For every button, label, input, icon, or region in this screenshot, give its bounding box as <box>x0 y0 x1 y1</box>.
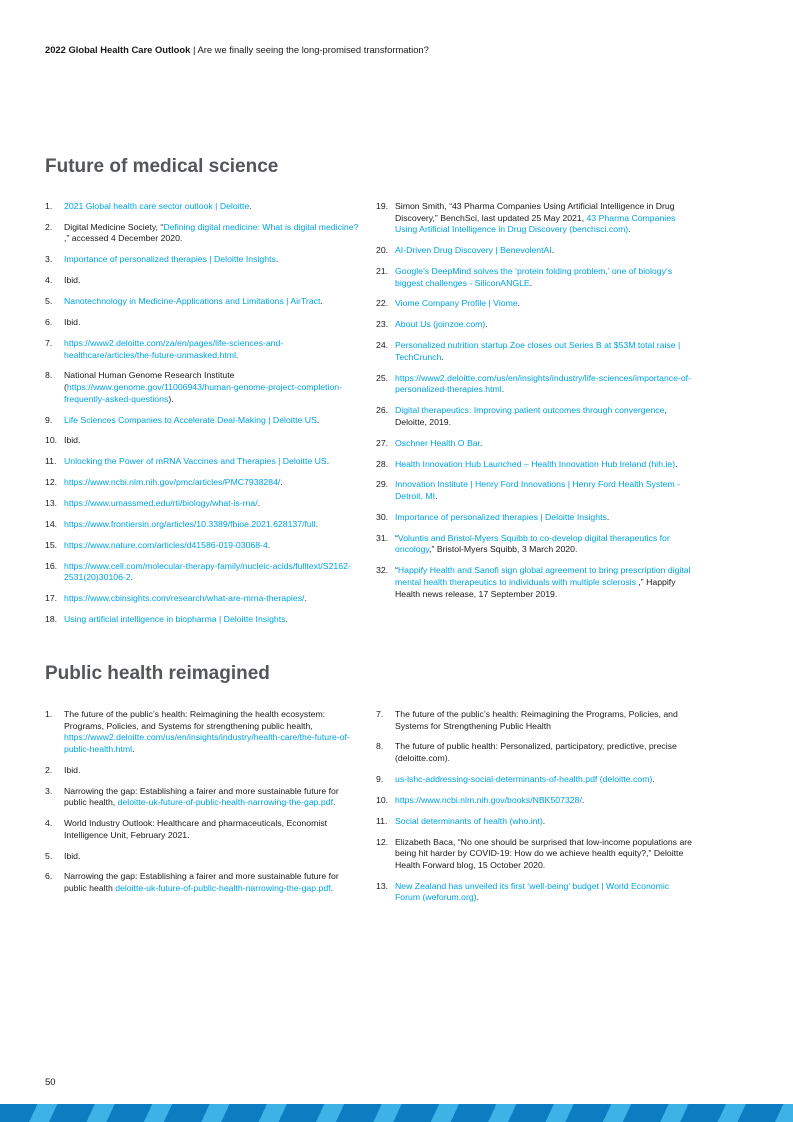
endnote-text <box>395 298 520 308</box>
endnote-item <box>376 459 694 471</box>
endnote-item <box>376 512 694 524</box>
endnote-text <box>395 245 554 255</box>
endnote-item <box>376 816 694 828</box>
endnote-link[interactable]: us-lshc-addressing-social-determinants-of-health.pdf (deloitte.com) <box>395 773 653 784</box>
endnote-text <box>395 533 670 555</box>
endnote-link[interactable]: About Us (joinzoe.com) <box>395 319 486 330</box>
endnote-text <box>395 319 488 329</box>
endnote-link[interactable]: New Zealand has unveiled its first ‘well-being’ budget | World Economic Forum (weforum.org) <box>395 880 670 903</box>
endnote-text-run: Ibid. <box>64 850 81 861</box>
endnote-number: 1. <box>45 201 53 211</box>
endnote-item <box>45 275 363 287</box>
endnote-text-run: . <box>581 794 585 805</box>
endnote-text-run: . <box>476 892 480 903</box>
endnote-text <box>64 477 283 487</box>
endnote-text-run: ,” Happify Health news release, 17 September 2019. <box>395 576 676 599</box>
endnote-number: 23. <box>376 319 389 330</box>
section-title-future-of-medical-science: Future of medical science <box>45 156 279 177</box>
endnote-text-run: . <box>675 458 678 469</box>
endnote-link[interactable]: Innovation Institute | Henry Ford Innovations | Henry Ford Health System - Detroit, MI <box>395 479 681 502</box>
endnote-text-run: Ibid. <box>64 435 81 446</box>
endnote-link[interactable]: https://www2.deloitte.com/us/en/insights/industry/health-care/the-future-of-public-health.html <box>64 732 350 754</box>
endnote-link[interactable]: https://www.cbinsights.com/research/what-are-mrna-therapies/ <box>64 593 305 604</box>
endnote-number: 9. <box>376 773 384 784</box>
endnote-text <box>64 338 283 360</box>
endnote-item <box>45 818 363 841</box>
endnote-number: 27. <box>376 437 389 448</box>
endnote-text <box>395 405 667 427</box>
endnote-link[interactable]: https://www.ncbi.nlm.nih.gov/books/NBK507328/ <box>395 794 582 805</box>
endnote-link[interactable]: 2021 Global health care sector outlook | Deloitte <box>64 201 250 211</box>
endnote-text-run: “ <box>395 532 398 543</box>
endnote-number: 8. <box>376 741 384 752</box>
endnote-text-run: . <box>333 797 336 808</box>
endnote-number: 17. <box>45 593 58 604</box>
endnote-number: 26. <box>376 405 389 416</box>
endnote-item <box>45 593 363 605</box>
endnote-text <box>64 519 318 529</box>
endnote-text <box>64 254 278 264</box>
endnote-text-run: The future of the public’s health: Reimagining the Programs, Policies, and Systems for Strengthening Public Health <box>395 709 678 731</box>
endnote-text <box>395 479 680 501</box>
endnote-item <box>376 795 694 807</box>
endnote-item <box>45 765 363 777</box>
endnote-item <box>376 709 694 732</box>
endnote-text <box>395 438 482 448</box>
endnote-item <box>376 266 694 289</box>
endnote-text <box>64 435 80 445</box>
endnote-link[interactable]: Social determinants of health (who.int) <box>395 815 543 826</box>
endnote-link[interactable]: https://www.cell.com/molecular-therapy-family/nucleic-acids/fulltext/S2162-2531(20)30106-2 <box>64 560 351 583</box>
endnote-item <box>45 456 363 468</box>
endnote-link[interactable]: AI-Driven Drug Discovery | BenevolentAI <box>395 245 552 256</box>
notes-column <box>376 709 694 913</box>
endnote-link[interactable]: Health Innovation Hub Launched – Health Innovation Hub Ireland (hih.ie) <box>395 458 676 469</box>
endnote-number: 12. <box>45 477 58 488</box>
endnote-text-run: The future of public health: Personalized, participatory, predictive, precise (deloitte.com). <box>395 741 677 764</box>
endnote-text-run: . <box>542 815 546 826</box>
endnote-link[interactable]: https://www2.deloitte.com/us/en/insights/industry/life-sciences/importance-of-personalized-therapies.html <box>395 372 691 395</box>
endnote-number: 2. <box>45 221 53 232</box>
endnote-item <box>45 561 363 584</box>
endnote-item <box>45 415 363 427</box>
endnote-item <box>376 565 694 600</box>
endnote-number: 11. <box>45 456 57 467</box>
endnote-text-run: Elizabeth Baca, “No one should be surprised that low-income populations are being hit harder by COVID-19: How do we achieve health equity?,” Deloitte Health Forward blog, 15 October 2020. <box>395 836 692 870</box>
endnote-item <box>376 741 694 764</box>
report-title: 2022 Global Health Care Outlook <box>45 44 191 55</box>
endnote-item <box>45 709 363 755</box>
endnote-text <box>64 456 329 466</box>
endnote-item <box>376 405 694 428</box>
endnote-text-run: “ <box>395 565 398 576</box>
endnote-number: 10. <box>45 435 58 446</box>
endnote-link[interactable]: Nanotechnology in Medicine-Applications and Limitations | AirTract <box>64 296 321 307</box>
endnote-text <box>395 709 678 731</box>
endnote-text-run: , Deloitte, 2019. <box>395 405 667 427</box>
endnote-link[interactable]: https://www2.deloitte.com/za/en/pages/life-sciences-and-healthcare/articles/the-future-unmasked.html <box>64 337 284 360</box>
endnote-number: 30. <box>376 511 389 522</box>
footer-stripe-band <box>0 1104 793 1122</box>
notes-column <box>45 201 363 635</box>
endnote-number: 3. <box>45 254 53 265</box>
endnote-text <box>395 340 680 362</box>
endnote-text-run: . <box>257 498 261 509</box>
endnote-number: 32. <box>376 565 389 576</box>
endnote-item <box>376 533 694 556</box>
endnote-link[interactable]: Importance of personalized therapies | Deloitte Insights <box>395 511 607 522</box>
endnote-text-run: . <box>435 491 438 502</box>
endnote-text <box>395 774 655 784</box>
endnote-text <box>395 565 691 598</box>
endnote-text-run: . <box>320 296 323 307</box>
endnote-text-run: . <box>249 201 252 211</box>
endnote-text <box>395 201 675 234</box>
endnote-item <box>45 519 363 531</box>
endnote-text-run: . <box>529 277 533 288</box>
endnote-item <box>376 774 694 786</box>
endnote-item <box>376 438 694 450</box>
endnote-item <box>45 222 363 245</box>
running-header <box>45 44 429 55</box>
endnote-text <box>64 765 80 775</box>
endnote-text-run: . <box>485 319 488 330</box>
endnote-text <box>64 786 339 808</box>
endnote-number: 24. <box>376 340 389 351</box>
endnote-item <box>376 881 694 904</box>
endnote-text-run: . <box>326 456 330 467</box>
endnote-text-run: . <box>315 518 319 529</box>
endnote-text <box>64 871 339 893</box>
endnote-number: 7. <box>45 337 53 348</box>
endnote-number: 5. <box>45 850 53 861</box>
endnote-item <box>45 540 363 552</box>
endnote-text <box>64 540 270 550</box>
endnote-text <box>64 415 319 425</box>
endnote-text-run: . <box>304 593 307 604</box>
endnote-link[interactable]: Happify Health and Sanofi sign global agreement to bring prescription digital mental health therapeutics to individuals with multiple sclerosis <box>395 565 691 587</box>
endnote-item <box>45 498 363 510</box>
endnote-link[interactable]: Google’s DeepMind solves the ‘protein folding problem,’ one of biology’s biggest challenges - SiliconANGLE <box>395 265 673 288</box>
endnote-link[interactable]: Personalized nutrition startup Zoe closes out Series B at $53M total raise | TechCrunch <box>395 340 681 362</box>
endnote-text <box>395 741 677 763</box>
notes-column <box>376 201 694 609</box>
endnote-text-run: . <box>517 298 521 309</box>
endnote-text <box>64 498 260 508</box>
endnote-text-run: . <box>652 773 655 784</box>
endnote-text-run: . <box>130 572 134 583</box>
endnote-link[interactable]: Defining digital medicine: What is digital medicine? <box>163 221 359 232</box>
endnote-item <box>376 837 694 872</box>
endnote-text-run: The future of the public’s health: Reimagining the health ecosystem: Programs, Policies, and Systems for strengthening public health, <box>64 709 326 731</box>
endnote-text-run: . <box>235 349 239 360</box>
endnote-number: 7. <box>376 709 384 719</box>
endnote-text <box>64 709 350 754</box>
endnote-link[interactable]: https://www.ncbi.nlm.nih.gov/pmc/articles/PMC7938284/ <box>64 477 281 488</box>
endnote-link[interactable]: https://www.nature.com/articles/d41586-019-03068-4 <box>64 539 268 550</box>
endnote-text-run: . <box>628 224 631 235</box>
endnote-number: 19. <box>376 201 389 211</box>
endnote-link[interactable]: Unlocking the Power of mRNA Vaccines and Therapies | Deloitte US <box>64 456 327 467</box>
endnote-number: 21. <box>376 265 389 276</box>
endnote-text <box>64 851 80 861</box>
endnote-number: 1. <box>45 709 53 719</box>
endnote-number: 4. <box>45 275 53 286</box>
endnote-text-run: . <box>330 883 333 894</box>
endnote-text-run: Narrowing the gap: Establishing a fairer and more sustainable future for public health, <box>64 785 339 808</box>
page-number: 50 <box>45 1077 56 1088</box>
endnote-text-run: . <box>479 437 483 448</box>
endnote-item <box>45 435 363 447</box>
endnote-number: 18. <box>45 614 58 625</box>
endnote-text-run: . <box>280 477 283 488</box>
endnote-text <box>64 561 351 583</box>
endnote-number: 9. <box>45 414 53 425</box>
endnote-item <box>376 245 694 257</box>
endnote-text-run: National Human Genome Research Institute ( <box>64 370 235 393</box>
endnote-number: 6. <box>45 317 53 328</box>
endnote-text <box>395 816 545 826</box>
endnote-link[interactable]: Viome Company Profile | Viome <box>395 298 518 309</box>
endnote-text <box>64 317 80 327</box>
endnote-text <box>64 370 342 403</box>
endnote-text <box>395 512 609 522</box>
endnote-text-run: Simon Smith, “43 Pharma Companies Using Artificial Intelligence in Drug Discovery,” BenchSci, last updated 25 May 2021, <box>395 201 675 223</box>
endnote-item <box>45 201 363 213</box>
endnote-item <box>376 340 694 363</box>
endnote-item <box>376 201 694 236</box>
endnote-number: 14. <box>45 518 58 529</box>
endnote-text-run: . <box>267 539 271 550</box>
endnote-number: 13. <box>376 880 389 891</box>
endnote-number: 20. <box>376 245 389 256</box>
endnote-number: 25. <box>376 372 389 383</box>
endnote-text-run: Ibid. <box>64 275 81 286</box>
endnote-link[interactable]: deloitte-uk-future-of-public-health-narrowing-the-gap.pdf <box>117 797 333 808</box>
endnote-link[interactable]: Digital therapeutics: Improving patient outcomes through convergence <box>395 405 665 416</box>
endnote-text-run: . <box>316 414 320 425</box>
endnote-text <box>395 459 678 469</box>
endnote-text <box>395 266 672 288</box>
endnote-item <box>45 317 363 329</box>
endnote-text-run: Digital Medicine Society, “ <box>64 221 164 232</box>
endnote-link[interactable]: Oschner Health O Bar <box>395 437 480 448</box>
endnote-item <box>45 254 363 266</box>
endnote-number: 13. <box>45 498 58 509</box>
endnote-number: 4. <box>45 818 53 829</box>
endnote-link[interactable]: Voluntis and Bristol-Myers Squibb to co-develop digital therapeutics for oncology <box>395 532 670 555</box>
endnote-number: 22. <box>376 298 389 309</box>
endnote-text-run: . <box>132 743 135 754</box>
endnote-number: 5. <box>45 296 53 307</box>
endnote-number: 8. <box>45 370 53 381</box>
endnote-text <box>395 837 692 870</box>
endnote-text-run: ). <box>168 393 174 404</box>
endnote-number: 12. <box>376 836 389 847</box>
endnote-link[interactable]: Using artificial intelligence in biopharma | Deloitte Insights <box>64 614 286 625</box>
endnote-number: 15. <box>45 539 58 550</box>
notes-column <box>45 709 363 904</box>
endnote-item <box>45 296 363 308</box>
endnote-item <box>45 477 363 489</box>
endnote-item <box>45 871 363 894</box>
endnote-item <box>376 479 694 502</box>
endnote-item <box>376 319 694 331</box>
endnote-number: 11. <box>376 815 388 826</box>
endnote-text-run: Narrowing the gap: Establishing a fairer and more sustainable future for public health <box>64 871 339 894</box>
endnote-text-run: . <box>501 384 505 395</box>
endnote-text-run: . <box>441 351 444 362</box>
endnote-number: 28. <box>376 458 389 469</box>
endnote-item <box>376 373 694 396</box>
endnote-text <box>395 373 691 395</box>
endnote-text <box>64 296 323 306</box>
endnote-text-run: . <box>275 254 279 265</box>
endnote-link[interactable]: Life Sciences Companies to Accelerate Deal-Making | Deloitte US <box>64 414 317 425</box>
endnote-text-run: ,” Bristol-Myers Squibb, 3 March 2020. <box>429 544 578 555</box>
endnote-item <box>45 614 363 626</box>
endnote-link[interactable]: Importance of personalized therapies | Deloitte Insights <box>64 254 276 265</box>
endnote-link[interactable]: https://www.frontiersin.org/articles/10.3389/fbioe.2021.628137/full <box>64 518 316 529</box>
endnote-text-run: . <box>606 511 610 522</box>
endnote-number: 2. <box>45 764 53 775</box>
endnote-text-run: World Industry Outlook: Healthcare and pharmaceuticals, Economist Intelligence Unit, February 2021. <box>64 818 328 840</box>
endnote-number: 16. <box>45 560 58 571</box>
endnote-number: 29. <box>376 479 389 490</box>
endnote-number: 6. <box>45 871 53 882</box>
report-subtitle: | Are we finally seeing the long-promised transformation? <box>190 44 429 55</box>
endnote-text-run: Ibid. <box>64 764 81 775</box>
endnote-item <box>45 851 363 863</box>
endnote-link[interactable]: 43 Pharma Companies Using Artificial Intelligence in Drug Discovery (benchsci.com) <box>395 212 676 235</box>
endnote-number: 31. <box>376 532 389 543</box>
endnote-text-run: Ibid. <box>64 317 81 328</box>
endnote-text <box>395 881 669 903</box>
endnote-item <box>45 786 363 809</box>
endnote-text-run: . <box>551 245 555 256</box>
endnote-text <box>64 275 80 285</box>
endnote-item <box>45 370 363 405</box>
endnote-item <box>45 338 363 361</box>
endnote-link[interactable]: deloitte-uk-future-of-public-health-narrowing-the-gap.pdf <box>115 883 331 894</box>
endnote-link[interactable]: https://www.genome.gov/11006943/human-genome-project-completion-frequently-asked-questions <box>64 382 343 404</box>
endnote-item <box>376 298 694 310</box>
endnote-number: 3. <box>45 785 53 796</box>
endnote-text-run: . <box>285 614 288 625</box>
endnote-text <box>64 614 288 624</box>
section-title-public-health-reimagined: Public health reimagined <box>45 663 270 684</box>
endnote-text <box>64 222 358 244</box>
endnote-text <box>64 201 252 211</box>
endnote-link[interactable]: https://www.umassmed.edu/rti/biology/what-is-rna/ <box>64 498 258 509</box>
endnote-text <box>64 818 327 840</box>
endnote-text <box>64 593 307 603</box>
endnote-text-run: ,” accessed 4 December 2020. <box>64 233 183 244</box>
endnote-number: 10. <box>376 794 389 805</box>
endnote-text <box>395 795 584 805</box>
